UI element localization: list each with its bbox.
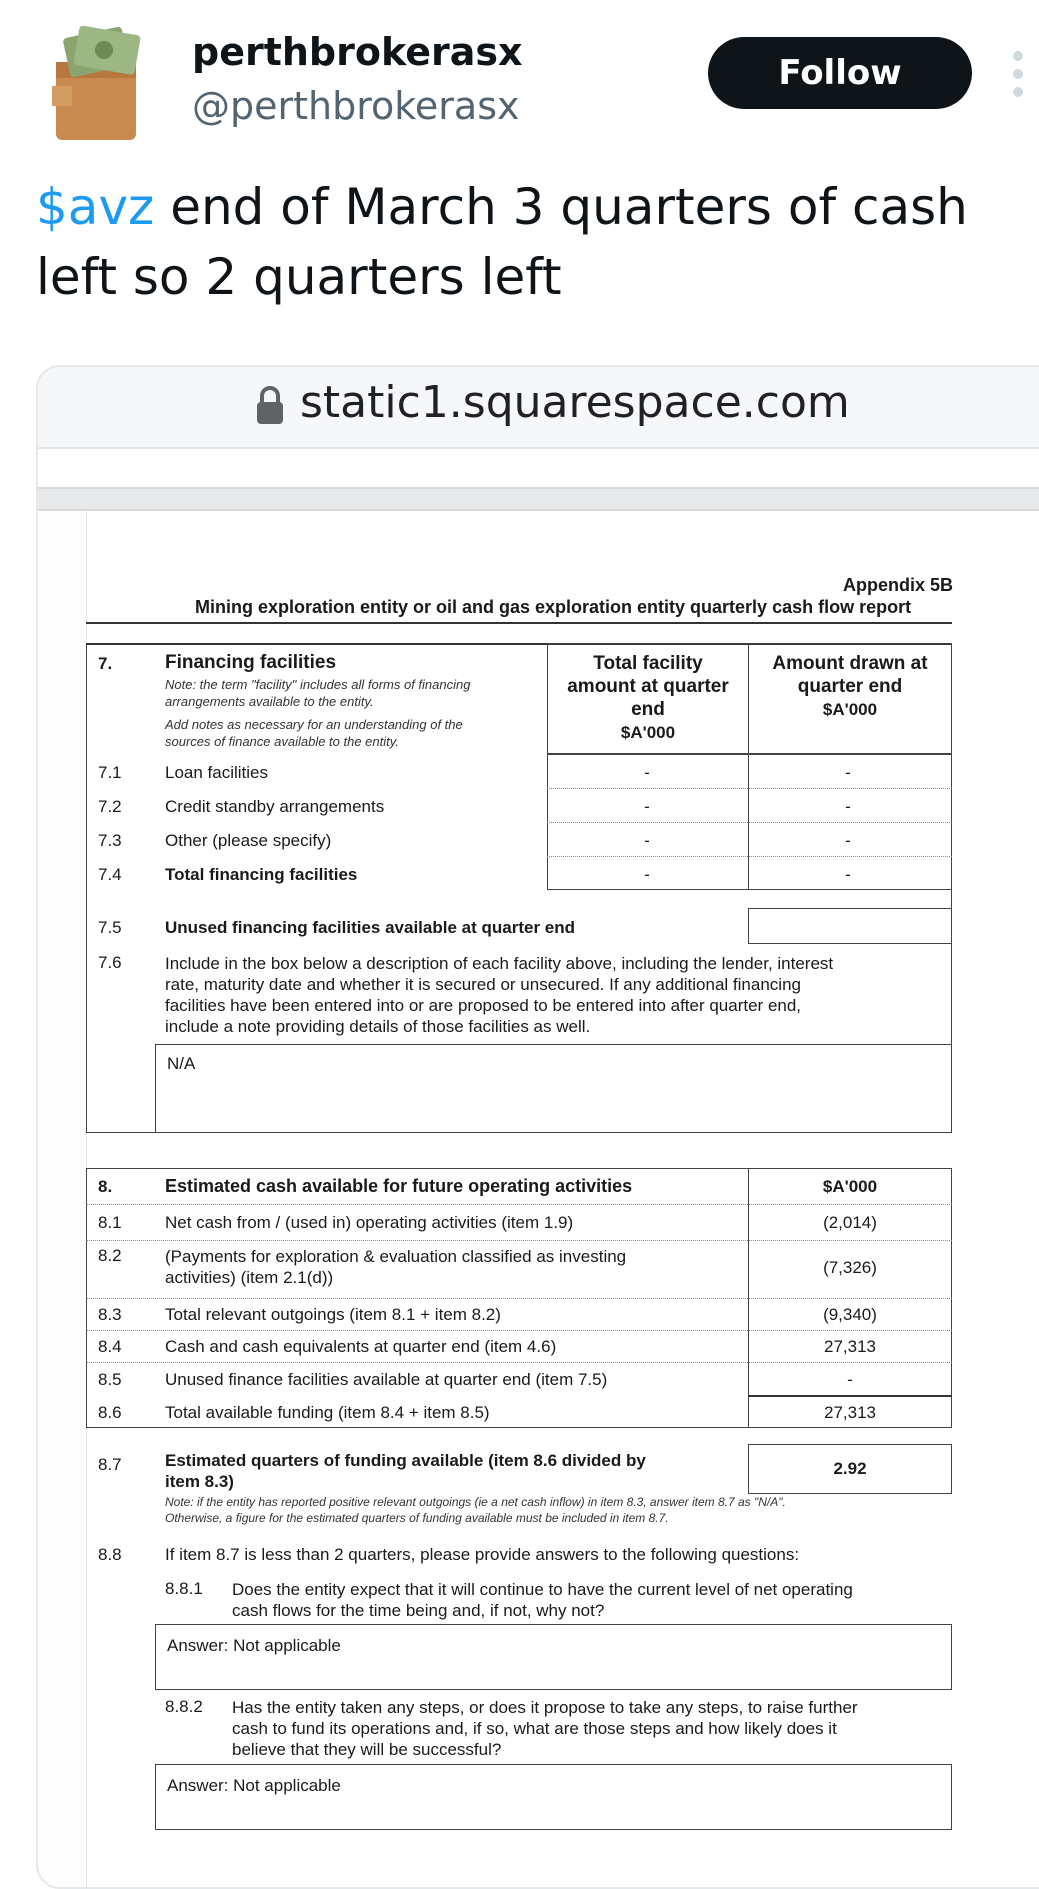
title-rule	[86, 622, 952, 624]
row-7-4-num: 7.4	[98, 865, 122, 884]
card-url-bar	[38, 367, 1039, 449]
row-8-2-value: (7,326)	[823, 1258, 877, 1277]
follow-button[interactable]: Follow	[708, 37, 972, 109]
section7-number: 7.	[98, 654, 113, 673]
display-name[interactable]: perthbrokerasx	[192, 30, 523, 74]
col-drawn-heading: Amount drawn at quarter end $A'000	[772, 653, 928, 719]
row-7-6-answer-box	[155, 1044, 952, 1133]
section7-note3: Add notes as necessary for an understanding of the	[165, 717, 463, 732]
row-7-6-text: Include in the box below a description of each facility above, including the lender, interest rate, maturity date and whether it is secured or unsecured. If any additional financing facilities have been entered into or are proposed to be entered into after quarter end, include a note providing details of those facilities as well.	[165, 954, 834, 1036]
row-8-4-num: 8.4	[98, 1337, 122, 1356]
row-8-7-note2: Otherwise, a figure for the estimated quarters of funding available must be included in item 8.7.	[165, 1511, 669, 1525]
row-8-8-label: If item 8.7 is less than 2 quarters, please provide answers to the following questions:	[165, 1545, 800, 1564]
row-7-3-label: Other (please specify)	[165, 831, 332, 850]
card-gutter	[38, 511, 87, 1889]
row-7-4-total: -	[644, 865, 650, 884]
section8-heading: Estimated cash available for future operating activities	[165, 1176, 633, 1196]
row-8-6-value: 27,313	[824, 1403, 876, 1422]
cashtag-link[interactable]: $avz	[36, 178, 155, 236]
q-8-8-2-answer-box	[155, 1764, 952, 1830]
row-7-6-answer: N/A	[167, 1054, 196, 1073]
section7-note4: sources of finance available to the entity.	[165, 734, 399, 749]
row-7-3-total: -	[644, 831, 650, 850]
row-7-4-drawn: -	[845, 865, 851, 884]
section7-heading: Financing facilities	[165, 652, 337, 673]
row-8-3-value: (9,340)	[823, 1305, 877, 1324]
user-handle[interactable]: @perthbrokerasx	[192, 84, 520, 128]
row-7-1-drawn: -	[845, 763, 851, 782]
card-url: static1.squarespace.com	[300, 377, 850, 428]
row-8-4-label: Cash and cash equivalents at quarter end (item 4.6)	[165, 1337, 557, 1356]
q-8-8-1-num: 8.8.1	[165, 1579, 203, 1598]
row-8-5-label: Unused finance facilities available at quarter end (item 7.5)	[165, 1370, 608, 1389]
q-8-8-1-answer-box	[155, 1624, 952, 1690]
row-8-3-label: Total relevant outgoings (item 8.1 + item 8.2)	[165, 1305, 501, 1324]
row-8-1-num: 8.1	[98, 1213, 122, 1232]
row-8-7-note1: Note: if the entity has reported positive relevant outgoings (ie a net cash inflow) in item 8.3, answer item 8.7 as "N/A".	[165, 1495, 786, 1509]
appendix-label: Appendix 5B	[842, 575, 953, 595]
row-7-2-drawn: -	[845, 797, 851, 816]
lock-icon	[256, 385, 284, 425]
document-title: Mining exploration entity or oil and gas exploration entity quarterly cash flow report	[195, 597, 912, 617]
row-7-3-num: 7.3	[98, 831, 122, 850]
row-8-7-num: 8.7	[98, 1455, 122, 1474]
section8-number: 8.	[98, 1177, 113, 1196]
row-7-5-label: Unused financing facilities available at quarter end	[165, 918, 576, 937]
section8-unit: $A'000	[822, 1177, 878, 1196]
row-7-4-label: Total financing facilities	[165, 865, 358, 884]
col-total-heading: Total facility amount at quarter end $A'000	[567, 653, 729, 742]
row-8-2-num: 8.2	[98, 1246, 122, 1265]
q-8-8-2-answer: Answer: Not applicable	[167, 1776, 341, 1795]
row-7-1-total: -	[644, 763, 650, 782]
row-7-5-value-box	[748, 908, 952, 944]
row-7-6-num: 7.6	[98, 953, 122, 972]
q-8-8-1-text: Does the entity expect that it will continue to have the current level of net operating cash flows for the time being and, if not, why not?	[232, 1580, 853, 1620]
q-8-8-2-num: 8.8.2	[165, 1697, 203, 1716]
row-7-2-total: -	[644, 797, 650, 816]
row-7-5-num: 7.5	[98, 918, 122, 937]
tweet-text-line1: end of March 3 quarters of cash	[154, 178, 968, 236]
q-8-8-1-answer: Answer: Not applicable	[167, 1636, 341, 1655]
q-8-8-2-text: Has the entity taken any steps, or does it propose to take any steps, to raise further cash to fund its operations and, if so, what are those steps and how likely does it believe that they will be successful?	[232, 1698, 858, 1759]
section7-note2: arrangements available to the entity.	[165, 694, 374, 709]
row-7-1-label: Loan facilities	[165, 763, 269, 782]
row-8-3-num: 8.3	[98, 1305, 122, 1324]
money-bag-avatar-image	[46, 26, 156, 144]
row-8-7-label: Estimated quarters of funding available (item 8.6 divided by item 8.3)	[165, 1451, 646, 1491]
row-8-1-label: Net cash from / (used in) operating activities (item 1.9)	[165, 1213, 574, 1232]
row-7-2-num: 7.2	[98, 797, 122, 816]
row-8-8-num: 8.8	[98, 1545, 122, 1564]
avatar[interactable]	[46, 26, 156, 144]
tweet-text	[36, 172, 1006, 312]
row-7-2-label: Credit standby arrangements	[165, 797, 385, 816]
more-options-icon[interactable]	[1010, 50, 1026, 98]
card-divider-band	[38, 487, 1039, 511]
row-8-2-label: (Payments for exploration & evaluation classified as investing activities) (item 2.1(d))	[165, 1247, 627, 1287]
row-8-5-value: -	[847, 1370, 853, 1389]
row-8-6-label: Total available funding (item 8.4 + item 8.5)	[165, 1403, 490, 1422]
row-8-6-num: 8.6	[98, 1403, 122, 1422]
row-8-5-num: 8.5	[98, 1370, 122, 1389]
tweet-text-line2: left so 2 quarters left	[36, 248, 562, 306]
row-8-4-value: 27,313	[824, 1337, 876, 1356]
row-7-1-num: 7.1	[98, 763, 122, 782]
section7-note1: Note: the term "facility" includes all forms of financing	[165, 677, 471, 692]
row-8-7-value: 2.92	[833, 1459, 867, 1478]
row-7-3-drawn: -	[845, 831, 851, 850]
row-8-1-value: (2,014)	[823, 1213, 877, 1232]
